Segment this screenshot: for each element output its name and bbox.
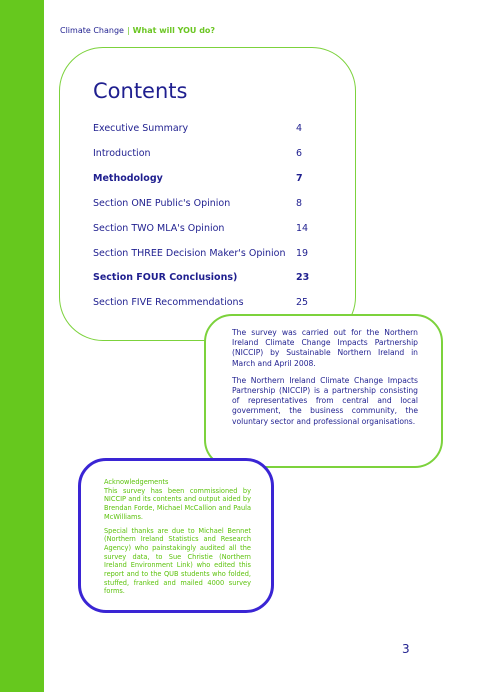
toc-entry-section-one[interactable]: Section ONE Public's Opinion	[93, 198, 231, 209]
toc-entry-methodology[interactable]: Methodology	[93, 173, 163, 184]
toc-page-number: 4	[296, 123, 303, 134]
toc-page-number: 7	[296, 173, 303, 184]
toc-page-number: 6	[296, 148, 303, 159]
running-head-separator: |	[126, 26, 130, 35]
toc-entry-section-four[interactable]: Section FOUR Conclusions)	[93, 272, 238, 283]
running-head-title: Climate Change	[60, 26, 124, 35]
toc-page-number: 23	[296, 272, 310, 283]
toc-page-number: 8	[296, 198, 303, 209]
green-side-bar	[0, 0, 44, 692]
toc-page-number: 25	[296, 297, 309, 308]
survey-info-text	[232, 328, 418, 434]
running-head	[60, 26, 215, 35]
toc-entry-section-two[interactable]: Section TWO MLA's Opinion	[93, 223, 225, 234]
acknowledgements-heading: Acknowledgements	[104, 478, 169, 486]
special-thanks-paragraph: Special thanks are due to Michael Bennet (Northern Ireland Statistics and Research Agency) who painstakingly audited all the survey data, to Sue Christie (Northern Ireland Environment Link) who edited this report and to the QUB students who folded, stuffed, franked and mailed 4000 survey forms.	[104, 526, 251, 596]
toc-page-number: 14	[296, 223, 309, 234]
toc-entry-introduction[interactable]: Introduction	[93, 148, 151, 159]
acknowledgements-paragraph: This survey has been commissioned by NICCIP and its contents and output aided by Brendan Forde, Michael McCallion and Paula McWilliams.	[104, 486, 251, 521]
acknowledgements-text	[104, 478, 251, 601]
contents-title: Contents	[93, 79, 188, 103]
toc-entry-executive-summary[interactable]: Executive Summary	[93, 123, 189, 134]
toc-page-number: 19	[296, 248, 309, 259]
toc-entry-section-three[interactable]: Section THREE Decision Maker's Opinion	[93, 248, 286, 259]
toc-entry-section-five[interactable]: Section FIVE Recommendations	[93, 297, 244, 308]
survey-paragraph: The survey was carried out for the Northern Ireland Climate Change Impacts Partnership (NICCIP) by Sustainable Northern Ireland in March and April 2008.	[232, 328, 418, 368]
partnership-paragraph: The Northern Ireland Climate Change Impacts Partnership (NICCIP) is a partnership consisting of representatives from central and local government, the business community, the voluntary sector and professional organisations.	[232, 375, 418, 426]
running-head-subtitle: What will YOU do?	[132, 26, 216, 35]
page-number: 3	[402, 642, 410, 656]
